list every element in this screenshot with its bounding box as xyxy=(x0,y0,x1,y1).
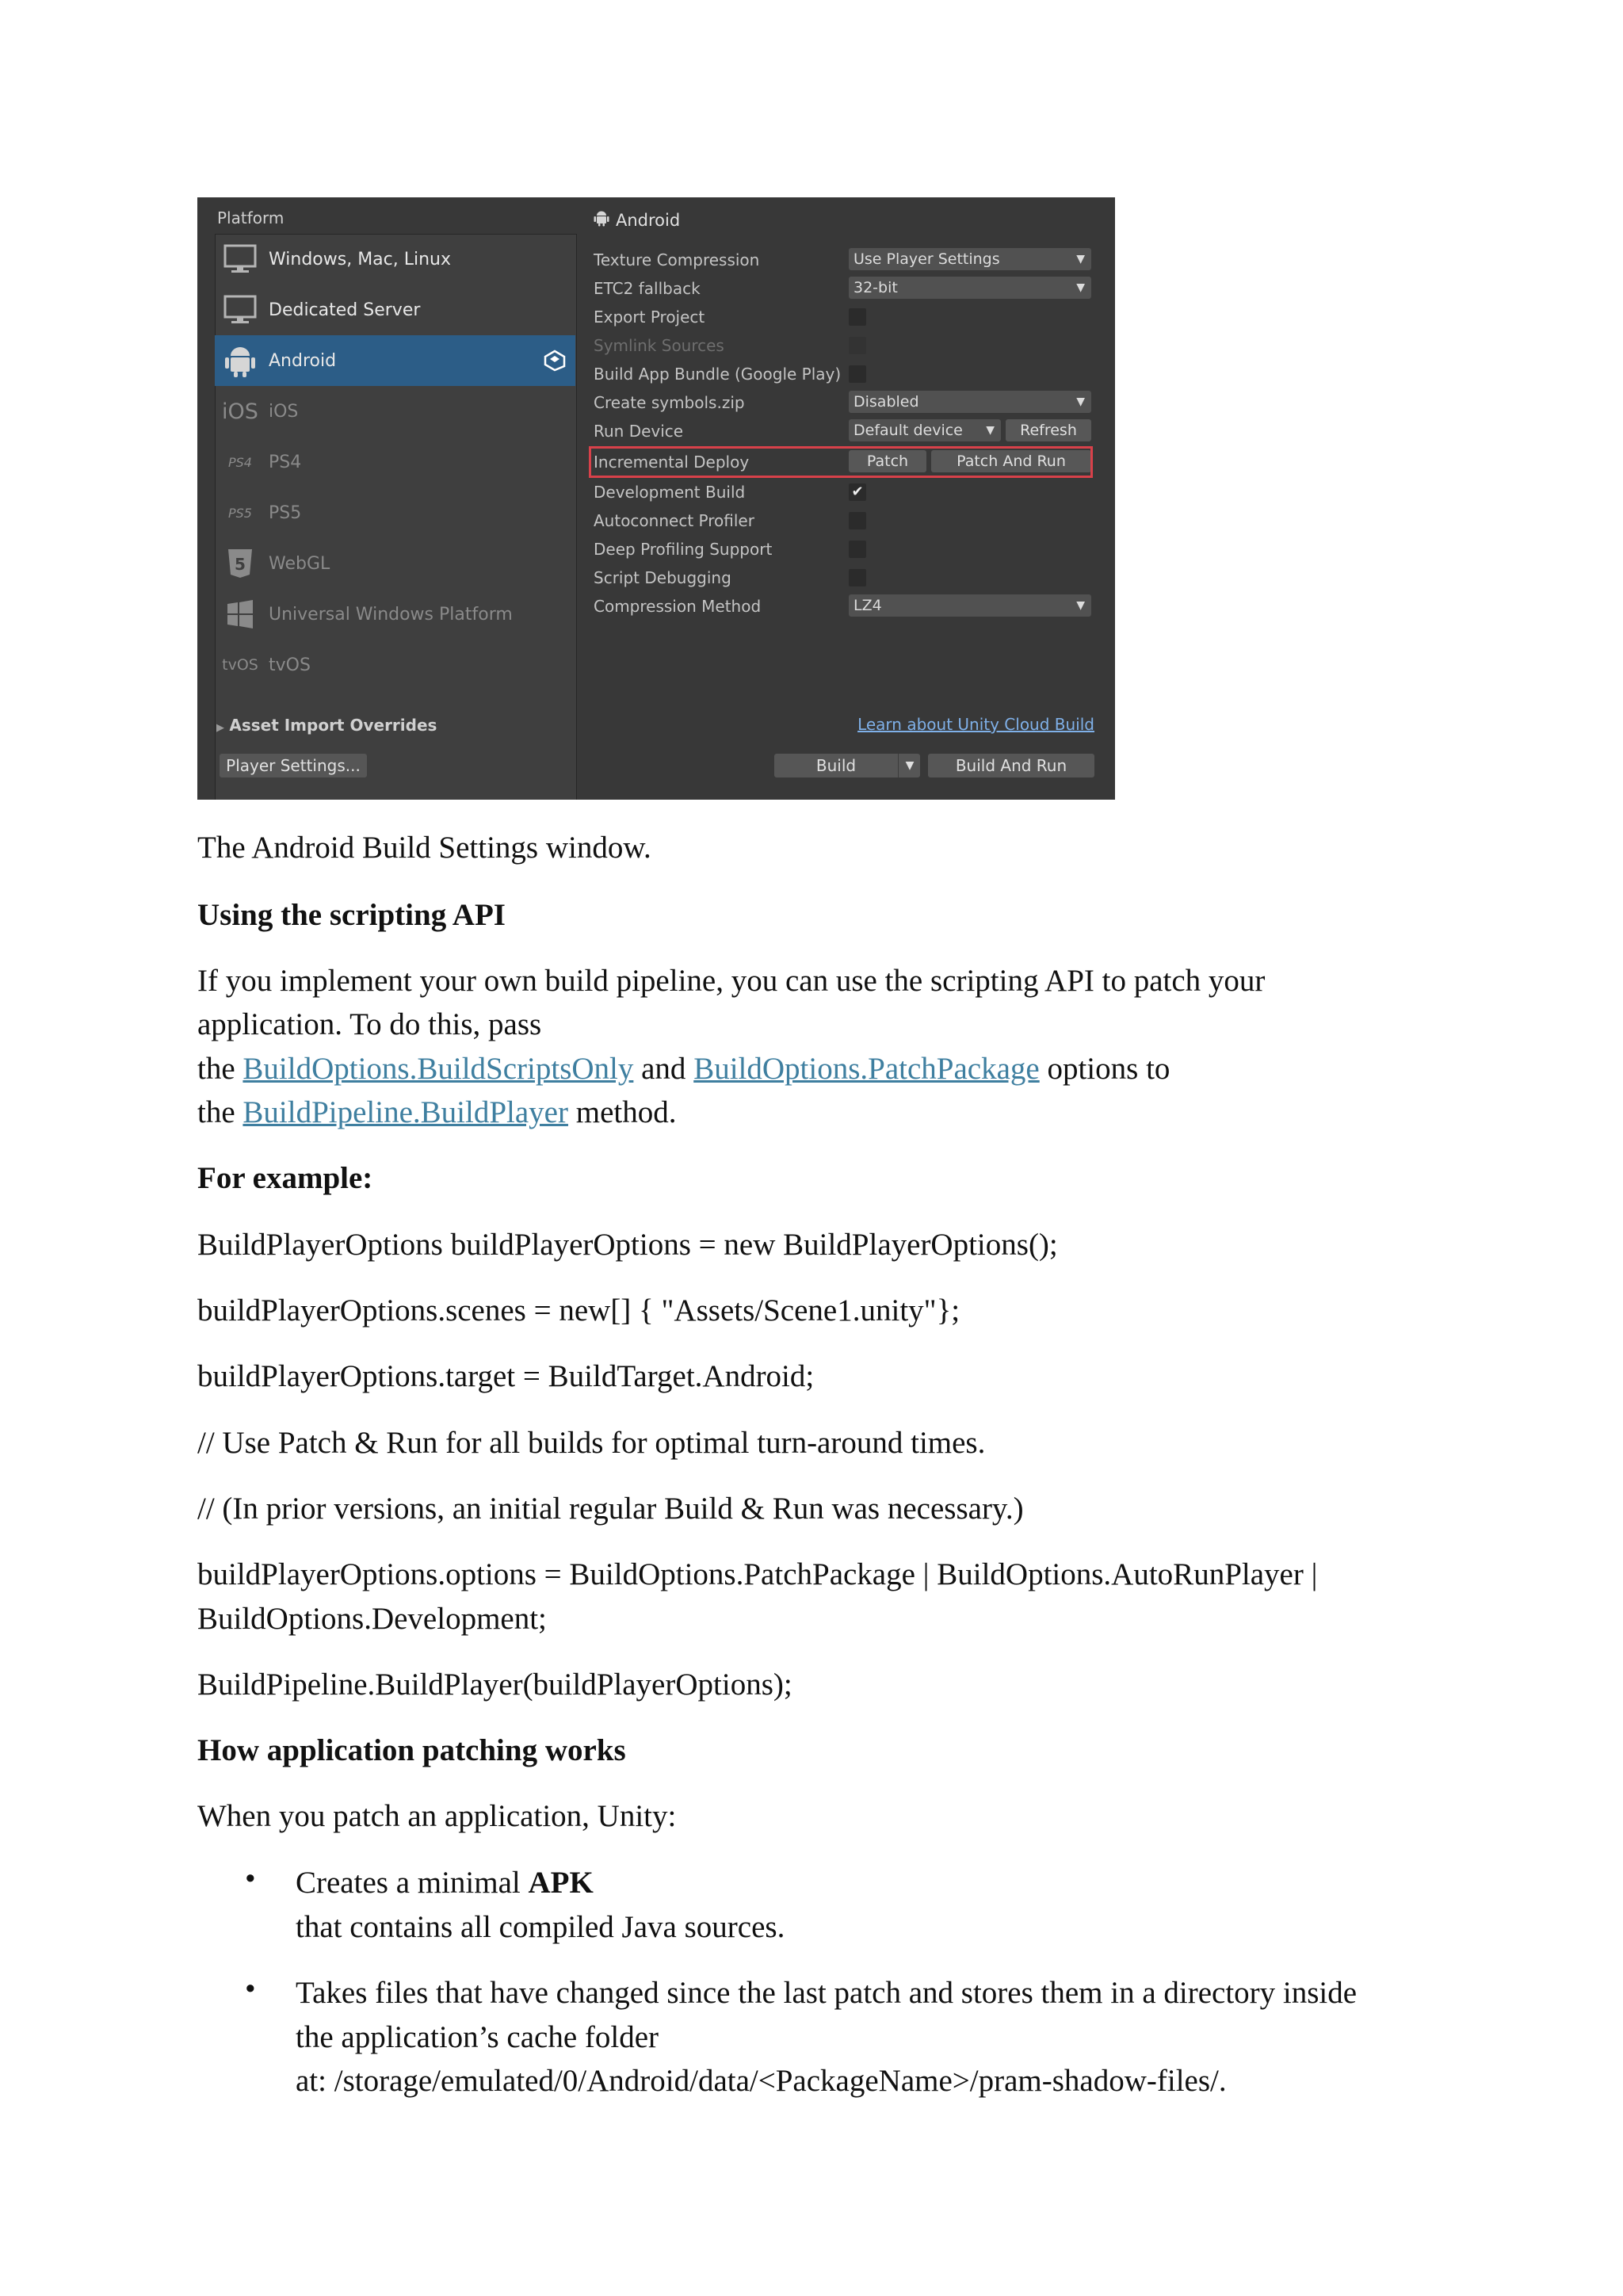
paragraph-line xyxy=(197,1091,676,1135)
autoconnect-profiler-row xyxy=(594,507,1109,534)
text-run: the xyxy=(197,1095,243,1129)
list-item-line: at: /storage/emulated/0/Android/data/<PackageName>/pram-shadow-files/. xyxy=(296,2064,1227,2098)
setting-label: Script Debugging xyxy=(594,568,731,587)
unity-logo-icon xyxy=(544,350,566,376)
patch-button[interactable]: Patch xyxy=(849,450,926,472)
ps4-icon: PS4 xyxy=(228,454,252,470)
platform-item-windows[interactable] xyxy=(215,234,575,285)
create-symbols-dropdown[interactable] xyxy=(849,391,1091,413)
text-run: Creates a minimal xyxy=(296,1866,529,1900)
code-line: buildPlayerOptions.scenes = new[] { "Assets/Scene1.unity"}; xyxy=(197,1293,960,1328)
build-settings-screenshot xyxy=(197,197,1115,800)
texture-compression-dropdown[interactable] xyxy=(849,248,1091,270)
platform-item-uwp[interactable] xyxy=(215,589,575,640)
code-line: buildPlayerOptions.target = BuildTarget.Android; xyxy=(197,1359,815,1393)
setting-label: Run Device xyxy=(594,422,684,441)
autoconnect-profiler-checkbox[interactable] xyxy=(849,512,866,529)
cloud-build-link[interactable]: Learn about Unity Cloud Build xyxy=(857,715,1094,734)
platform-item-webgl[interactable] xyxy=(215,538,575,589)
paragraph-line: If you implement your own build pipeline, you can use the scripting API to patch your xyxy=(197,964,1266,998)
dropdown-value: Default device xyxy=(854,422,963,439)
platform-item-android[interactable] xyxy=(215,335,575,386)
monitor-icon xyxy=(220,289,261,330)
platform-label: Universal Windows Platform xyxy=(269,604,513,625)
bold-text: APK xyxy=(528,1866,594,1900)
text-run: options to xyxy=(1039,1052,1170,1086)
link-patch-package[interactable]: BuildOptions.PatchPackage xyxy=(693,1052,1040,1086)
symlink-sources-checkbox[interactable] xyxy=(849,337,866,354)
text-run: method. xyxy=(567,1095,677,1129)
android-icon xyxy=(220,340,261,381)
heading-how-patching-works: How application patching works xyxy=(197,1733,626,1767)
monitor-icon xyxy=(220,239,261,280)
foldout-label: Asset Import Overrides xyxy=(229,716,437,735)
list-item-line xyxy=(296,1861,594,1905)
code-line: // (In prior versions, an initial regular Build & Run was necessary.) xyxy=(197,1492,1024,1526)
run-device-row xyxy=(594,418,1109,445)
heading-for-example: For example: xyxy=(197,1161,373,1195)
incremental-deploy-highlight xyxy=(589,446,1093,478)
export-project-checkbox[interactable] xyxy=(849,308,866,326)
run-device-dropdown[interactable] xyxy=(849,419,1001,441)
compression-method-row xyxy=(594,593,1109,620)
code-line: BuildPipeline.BuildPlayer(buildPlayerOptions); xyxy=(197,1668,792,1702)
dropdown-arrow-icon: ▼ xyxy=(986,424,995,437)
compression-method-dropdown[interactable] xyxy=(849,594,1091,617)
dropdown-arrow-icon: ▼ xyxy=(1076,281,1085,294)
figure-caption: The Android Build Settings window. xyxy=(197,831,651,865)
dropdown-arrow-icon: ▼ xyxy=(1076,395,1085,408)
build-app-bundle-row xyxy=(594,361,1109,388)
heading-scripting-api: Using the scripting API xyxy=(197,898,506,932)
platform-item-ps5[interactable] xyxy=(215,487,575,538)
platform-label: WebGL xyxy=(269,553,330,574)
etc2-fallback-row xyxy=(594,275,1109,302)
dropdown-arrow-icon: ▼ xyxy=(1076,599,1085,612)
build-app-bundle-checkbox[interactable] xyxy=(849,365,866,383)
etc2-fallback-dropdown[interactable] xyxy=(849,277,1091,299)
dropdown-value: 32-bit xyxy=(854,279,898,296)
panel-title xyxy=(594,209,680,231)
bullet-glyph: • xyxy=(245,1972,256,2006)
code-line: BuildPlayerOptions buildPlayerOptions = new BuildPlayerOptions(); xyxy=(197,1228,1058,1262)
setting-label: Export Project xyxy=(594,308,705,327)
build-button-label: Build xyxy=(815,756,857,775)
development-build-checkbox[interactable]: ✔ xyxy=(849,483,866,501)
asset-import-overrides-foldout[interactable] xyxy=(216,716,437,735)
platform-label: PS5 xyxy=(269,502,302,523)
code-line: buildPlayerOptions.options = BuildOptions.PatchPackage | BuildOptions.AutoRunPlayer | xyxy=(197,1557,1318,1591)
ios-icon: iOS xyxy=(222,399,258,424)
platform-label: PS4 xyxy=(269,452,302,472)
create-symbols-row xyxy=(594,389,1109,416)
setting-label: ETC2 fallback xyxy=(594,279,701,298)
platform-list-items xyxy=(215,234,575,800)
deep-profiling-checkbox[interactable] xyxy=(849,541,866,558)
text-run: the xyxy=(197,1052,243,1086)
dropdown-arrow-icon: ▼ xyxy=(1076,253,1085,266)
paragraph-line: application. To do this, pass xyxy=(197,1007,542,1041)
dropdown-arrow-icon: ▼ xyxy=(905,759,915,772)
setting-label: Development Build xyxy=(594,483,746,502)
foldout-arrow-icon: ▶ xyxy=(216,722,224,734)
text-run: and xyxy=(633,1052,694,1086)
dropdown-value: LZ4 xyxy=(854,597,882,614)
html5-icon xyxy=(220,543,261,584)
link-build-scripts-only[interactable]: BuildOptions.BuildScriptsOnly xyxy=(242,1052,634,1086)
paragraph-line xyxy=(197,1047,1170,1091)
link-build-player[interactable]: BuildPipeline.BuildPlayer xyxy=(242,1095,568,1129)
setting-label: Autoconnect Profiler xyxy=(594,511,754,530)
svg-text:5: 5 xyxy=(235,555,246,574)
dropdown-value: Use Player Settings xyxy=(854,250,1000,268)
platform-label: Dedicated Server xyxy=(269,300,421,320)
platform-label: iOS xyxy=(269,401,299,422)
texture-compression-row xyxy=(594,246,1109,273)
setting-label: Deep Profiling Support xyxy=(594,540,773,559)
setting-label: Build App Bundle (Google Play) xyxy=(594,365,842,384)
setting-label: Incremental Deploy xyxy=(594,453,750,472)
platform-header: Platform xyxy=(217,208,285,227)
setting-label: Compression Method xyxy=(594,597,762,616)
refresh-button[interactable]: Refresh xyxy=(1006,419,1091,441)
build-and-run-button[interactable]: Build And Run xyxy=(928,754,1094,777)
setting-label: Create symbols.zip xyxy=(594,393,745,412)
bullet-glyph: • xyxy=(245,1862,256,1896)
ps5-icon: PS5 xyxy=(228,505,252,521)
android-icon xyxy=(594,209,609,231)
android-settings-pane xyxy=(594,197,1109,800)
script-debugging-checkbox[interactable] xyxy=(849,569,866,586)
windows-icon xyxy=(220,594,261,635)
platform-label: tvOS xyxy=(269,655,311,675)
platform-label: Windows, Mac, Linux xyxy=(269,249,452,269)
platform-item-dedicated-server[interactable] xyxy=(215,285,575,335)
platform-item-tvos[interactable] xyxy=(215,640,575,690)
dropdown-value: Disabled xyxy=(854,393,919,411)
tvos-icon: tvOS xyxy=(222,656,258,674)
patch-and-run-button[interactable]: Patch And Run xyxy=(931,450,1091,472)
export-project-row xyxy=(594,304,1109,330)
paragraph-line: When you patch an application, Unity: xyxy=(197,1799,677,1833)
code-line: // Use Patch & Run for all builds for optimal turn-around times. xyxy=(197,1426,986,1460)
list-item-line: the application’s cache folder xyxy=(296,2020,659,2054)
symlink-sources-row xyxy=(594,332,1109,359)
player-settings-button[interactable]: Player Settings... xyxy=(220,754,367,777)
build-options-dropdown[interactable] xyxy=(898,754,921,777)
panel-title-text: Android xyxy=(616,210,681,230)
platform-item-ps4[interactable] xyxy=(215,437,575,487)
platform-label: Android xyxy=(269,350,337,371)
setting-label: Symlink Sources xyxy=(594,336,724,355)
list-item-line: that contains all compiled Java sources. xyxy=(296,1910,785,1944)
list-item-line: Takes files that have changed since the last patch and stores them in a directory inside xyxy=(296,1976,1358,2010)
setting-label: Texture Compression xyxy=(594,250,760,269)
script-debugging-row xyxy=(594,564,1109,591)
platform-item-ios[interactable] xyxy=(215,386,575,437)
code-line: BuildOptions.Development; xyxy=(197,1602,547,1636)
development-build-row xyxy=(594,479,1109,506)
deep-profiling-row xyxy=(594,536,1109,563)
